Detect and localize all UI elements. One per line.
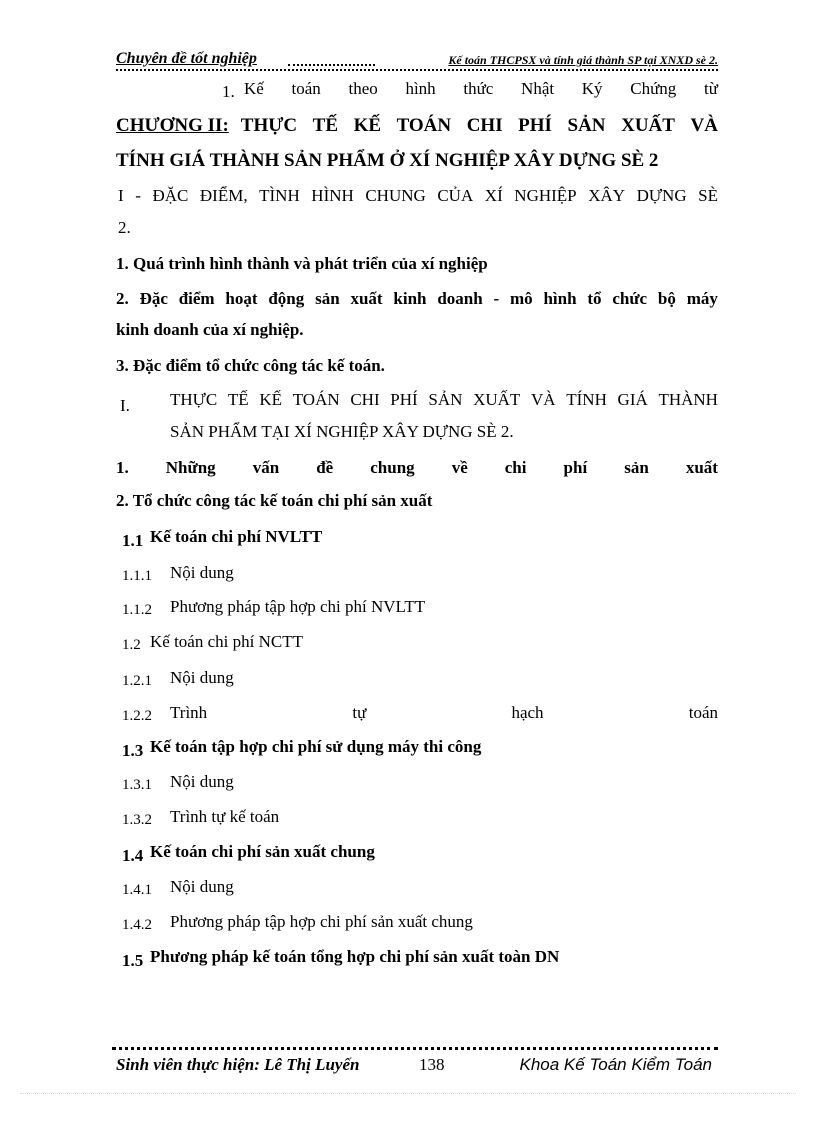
subitem-number: 1.1	[122, 531, 144, 550]
toc-item-3: 3. Đặc điểm tổ chức công tác kế toán.	[116, 356, 385, 375]
word: ĐẶC	[152, 186, 189, 205]
header-right: Kế toán THCPSX và tính giá thành SP tại XNXD sè 2.	[448, 53, 718, 67]
word: HÌNH	[311, 186, 354, 205]
chapter-title-line2: TÍNH GIÁ THÀNH SẢN PHẨM Ở XÍ NGHIỆP XÂY DỰNG SÈ 2	[116, 150, 659, 171]
subitem-number: 1.4.1	[122, 882, 152, 898]
word: doanh	[437, 289, 483, 308]
word: CHI	[350, 390, 380, 409]
subitem-text: Nội dung	[170, 772, 234, 791]
section-I-heading	[118, 186, 718, 206]
page-header	[116, 50, 718, 72]
word: TÌNH	[259, 186, 300, 205]
chapter-title-line1	[241, 115, 718, 137]
subitem-text	[170, 703, 718, 723]
word: mô	[509, 289, 533, 308]
word: I	[118, 186, 124, 205]
subitem-text: Phương pháp tập hợp chi phí sản xuất chung	[170, 912, 473, 931]
word: Chứng	[630, 79, 677, 98]
word: Nhật	[521, 79, 555, 98]
word: ĐIỂM,	[199, 186, 248, 205]
word: CỦA	[437, 186, 474, 205]
word: TOÁN	[292, 390, 340, 409]
word: XUẤT	[621, 115, 675, 136]
word: -	[493, 289, 500, 308]
word: Ký	[581, 79, 603, 98]
subitem-number: 1.1.2	[122, 602, 152, 618]
chapter-heading-line1	[116, 115, 718, 137]
word: hạch	[511, 703, 544, 722]
toc-top-number: 1.	[222, 82, 235, 101]
section-I-b-number: I.	[120, 396, 130, 415]
word: tự	[352, 703, 367, 722]
word: DỰNG	[636, 186, 687, 205]
word: máy	[686, 289, 718, 308]
word: CHUNG	[365, 186, 426, 205]
subitem-text: Kế toán chi phí sản xuất chung	[150, 842, 375, 861]
word: 1.	[116, 458, 129, 477]
subitem-text: Nội dung	[170, 668, 234, 687]
toc-item-1b	[116, 458, 718, 478]
word: điểm	[178, 289, 215, 308]
subitem-number: 1.3.1	[122, 777, 152, 793]
word: PHÍ	[518, 115, 552, 136]
word: phí	[563, 458, 588, 477]
header-left: Chuyên đề tốt nghiệp	[116, 50, 257, 67]
subitem-text: Kế toán chi phí NCTT	[150, 632, 303, 651]
section-I-b-heading	[170, 390, 718, 410]
footer-dotted-rule	[112, 1047, 718, 1050]
word: từ	[704, 79, 718, 98]
word: XUẤT	[473, 390, 521, 409]
chapter-heading-line2	[116, 150, 718, 172]
word: toán	[688, 703, 718, 722]
word: xuất	[685, 458, 718, 477]
word: toán	[291, 79, 321, 98]
word: hoạt	[225, 289, 258, 308]
word: Những	[165, 458, 216, 477]
word: sản	[315, 289, 340, 308]
subitem-text: Nội dung	[170, 563, 234, 582]
word: THỰC	[170, 390, 218, 409]
page-footer	[116, 1055, 718, 1077]
word: sản	[624, 458, 649, 477]
word: GIÁ	[617, 390, 648, 409]
word: PHÍ	[390, 390, 418, 409]
word: Đặc	[139, 289, 168, 308]
word: động	[268, 289, 305, 308]
word: XÂY	[588, 186, 626, 205]
subitem-text: Trình tự kế toán	[170, 807, 280, 826]
chapter-label: CHƯƠNG II:	[116, 115, 229, 136]
word: vấn	[252, 458, 280, 477]
subitem-number: 1.3	[122, 741, 144, 760]
word: VÀ	[531, 390, 556, 409]
word: TẾ	[312, 115, 338, 136]
subitem-number: 1.2.2	[122, 708, 152, 724]
word: TÍNH	[566, 390, 607, 409]
word: KẾ	[259, 390, 283, 409]
subitem-number: 1.4	[122, 846, 144, 865]
word: SÈ	[698, 186, 718, 205]
subitem-text: Phương pháp kế toán tổng hợp chi phí sản xuất toàn DN	[150, 947, 560, 966]
word: Kế	[244, 79, 264, 98]
toc-top-line	[244, 79, 718, 99]
word: chung	[370, 458, 415, 477]
subitem-number: 1.3.2	[122, 812, 152, 828]
word: THÀNH	[658, 390, 718, 409]
section-I-heading-line2: 2.	[118, 218, 131, 237]
word: chức	[612, 289, 648, 308]
word: Trình	[170, 703, 208, 722]
word: kinh	[393, 289, 427, 308]
subitem-text: Kế toán chi phí NVLTT	[150, 527, 323, 546]
word: thức	[463, 79, 494, 98]
subitem-number: 1.1.1	[122, 568, 152, 584]
word: SẢN	[428, 390, 463, 409]
subitem-text: Phương pháp tập hợp chi phí NVLTT	[170, 597, 426, 616]
word: -	[135, 186, 141, 205]
word: 2.	[116, 289, 129, 308]
word: CHI	[466, 115, 503, 136]
word: THỰC	[240, 115, 298, 136]
word: XÍ	[484, 186, 503, 205]
word: TOÁN	[396, 115, 452, 136]
word: theo	[348, 79, 378, 98]
word: KẾ	[353, 115, 382, 136]
page-bottom-dots	[20, 1093, 796, 1094]
subitem-text: Kế toán tập hợp chi phí sử dụng máy thi công	[150, 737, 482, 756]
word: bộ	[657, 289, 676, 308]
footer-faculty: Khoa Kế Toán Kiểm Toán	[519, 1055, 712, 1074]
subitem-number: 1.2.1	[122, 673, 152, 689]
page-number: 138	[419, 1055, 445, 1074]
subitem-number: 1.2	[122, 637, 141, 653]
word: NGHIỆP	[514, 186, 577, 205]
subitem-number: 1.5	[122, 951, 144, 970]
word: hình	[405, 79, 436, 98]
word: hình	[543, 289, 577, 308]
subitem-number: 1.4.2	[122, 917, 152, 933]
word: đề	[316, 458, 334, 477]
word: về	[451, 458, 468, 477]
word: chi	[504, 458, 527, 477]
toc-item-2b: 2. Tổ chức công tác kế toán chi phí sản xuất	[116, 491, 433, 510]
word: xuất	[350, 289, 383, 308]
footer-student: Sinh viên thực hiện: Lê Thị Luyến	[116, 1055, 360, 1074]
word: TẾ	[227, 390, 249, 409]
word: tổ	[587, 289, 602, 308]
subitem-text: Nội dung	[170, 877, 234, 896]
header-dotted-rule	[116, 69, 718, 71]
header-leader-dots	[288, 64, 375, 66]
word: VÀ	[690, 115, 718, 136]
toc-item-2	[116, 289, 718, 309]
toc-item-1: 1. Quá trình hình thành và phát triển của xí nghiệp	[116, 254, 488, 273]
word: SẢN	[567, 115, 606, 136]
toc-item-2-line2: kinh doanh của xí nghiệp.	[116, 320, 304, 339]
section-I-b-heading-line2: SẢN PHẨM TẠI XÍ NGHIỆP XÂY DỰNG SÈ 2.	[170, 422, 514, 441]
